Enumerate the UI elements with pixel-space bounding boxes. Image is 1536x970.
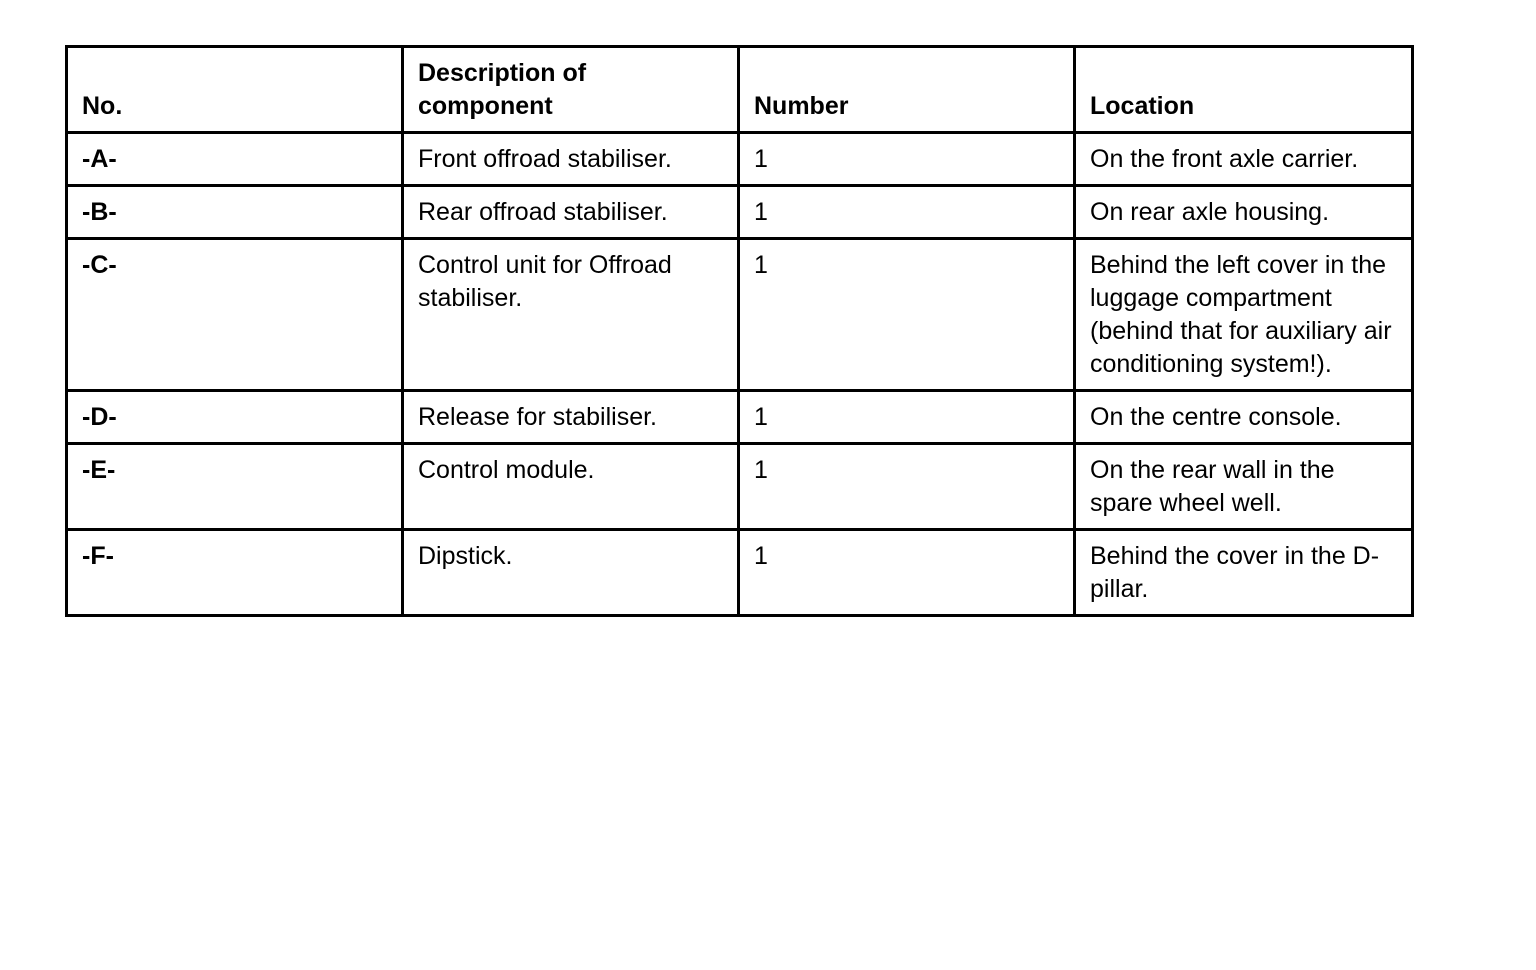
table-row: [67, 444, 1413, 530]
header-description: Description of component: [403, 47, 739, 133]
cell-description: Rear offroad stabiliser.: [403, 186, 739, 239]
cell-description: Release for stabiliser.: [403, 391, 739, 444]
cell-no: -A-: [67, 133, 403, 186]
cell-location: On the centre console.: [1075, 391, 1413, 444]
table-row: [67, 186, 1413, 239]
table-row: [67, 133, 1413, 186]
cell-number: 1: [739, 186, 1075, 239]
cell-location: On the rear wall in the spare wheel well.: [1075, 444, 1413, 530]
cell-description: Front offroad stabiliser.: [403, 133, 739, 186]
cell-no: -F-: [67, 530, 403, 616]
cell-location: Behind the left cover in the luggage compartment (behind that for auxiliary air conditioning system!).: [1075, 239, 1413, 391]
cell-number: 1: [739, 391, 1075, 444]
table-row: [67, 391, 1413, 444]
table-row: [67, 530, 1413, 616]
cell-location: Behind the cover in the D-pillar.: [1075, 530, 1413, 616]
header-no: No.: [67, 47, 403, 133]
cell-number: 1: [739, 133, 1075, 186]
header-number: Number: [739, 47, 1075, 133]
components-table: [65, 45, 1414, 617]
cell-location: On rear axle housing.: [1075, 186, 1413, 239]
header-location: Location: [1075, 47, 1413, 133]
table-row: [67, 239, 1413, 391]
cell-no: -E-: [67, 444, 403, 530]
cell-no: -C-: [67, 239, 403, 391]
cell-description: Dipstick.: [403, 530, 739, 616]
cell-description: Control module.: [403, 444, 739, 530]
cell-number: 1: [739, 239, 1075, 391]
cell-number: 1: [739, 530, 1075, 616]
cell-no: -D-: [67, 391, 403, 444]
cell-description: Control unit for Offroad stabiliser.: [403, 239, 739, 391]
cell-no: -B-: [67, 186, 403, 239]
cell-number: 1: [739, 444, 1075, 530]
cell-location: On the front axle carrier.: [1075, 133, 1413, 186]
table-header-row: [67, 47, 1413, 133]
